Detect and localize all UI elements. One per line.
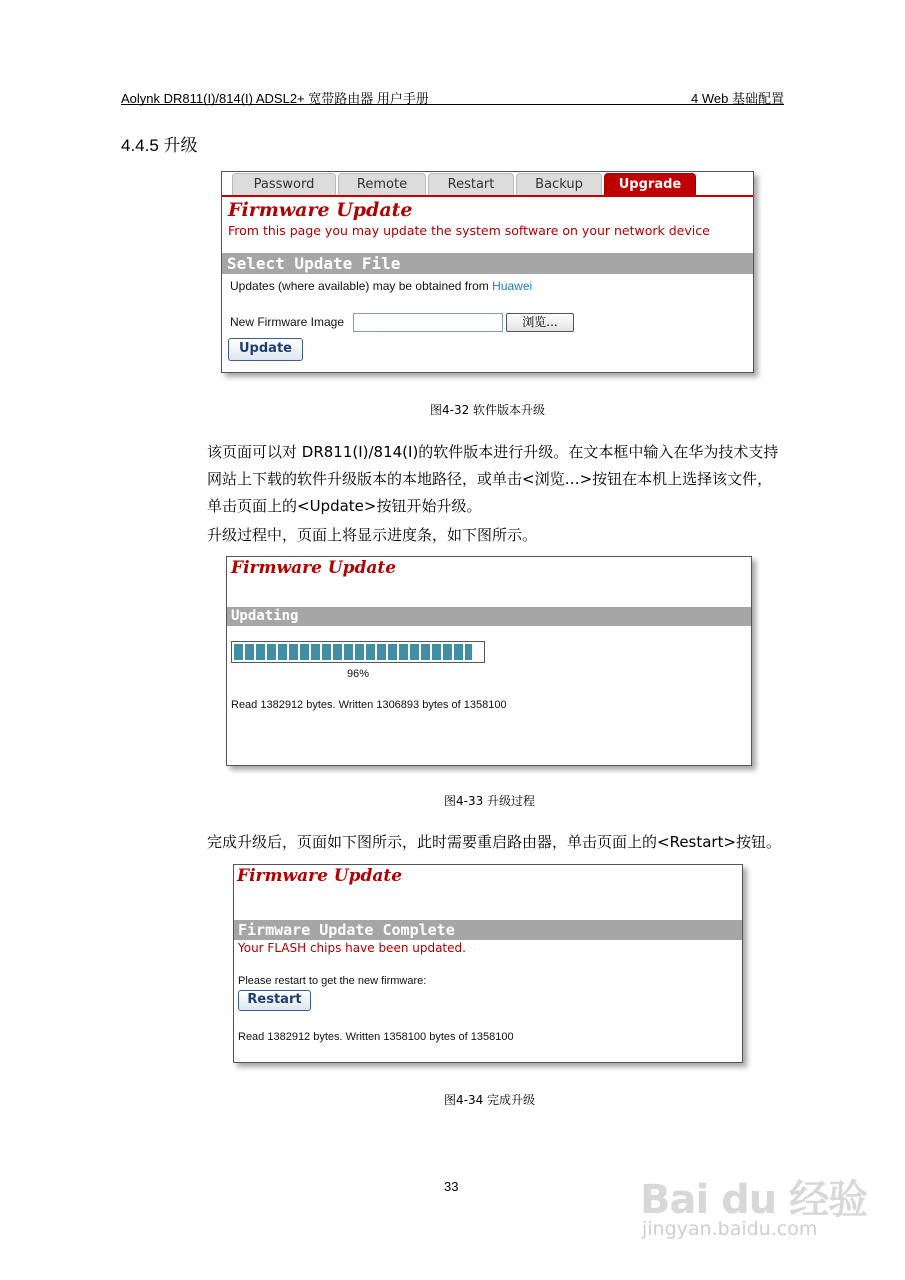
figure-caption: 图4-34 完成升级 — [444, 1093, 536, 1107]
updates-text: Updates (where available) may be obtained from — [230, 279, 489, 293]
figure-caption: 图4-32 软件版本升级 — [430, 403, 546, 417]
firmware-image-label: New Firmware Image — [230, 315, 345, 329]
watermark-url: jingyan.baidu.com — [642, 1218, 818, 1240]
watermark-logo: Bai du 经验 — [640, 1177, 868, 1223]
progress-bar — [231, 641, 485, 663]
tab-upgrade[interactable]: Upgrade — [604, 173, 696, 196]
tab-password[interactable]: Password — [232, 173, 336, 196]
flash-updated-message: Your FLASH chips have been updated. — [238, 941, 466, 955]
paragraph: 升级过程中，页面上将显示进度条，如下图所示。 — [207, 526, 538, 544]
tab-underline — [222, 195, 753, 197]
header-chapter: 4 Web 基础配置 — [691, 91, 784, 106]
firmware-updating-screenshot — [226, 556, 752, 766]
paragraph: 该页面可以对 DR811(I)/814(I)的软件版本进行升级。在文本框中输入在华为技术支持网站上下载的软件升级版本的本地路径，或单击<浏览…>按钮在本机上选择该文件，单击页面上的<Update>按钮开始升级。 — [207, 443, 779, 515]
firmware-complete-screenshot — [233, 864, 743, 1063]
tab-restart[interactable]: Restart — [428, 173, 514, 196]
page-description: From this page you may update the system software on your network device — [228, 223, 710, 238]
updating-heading: Updating — [231, 608, 299, 624]
update-button[interactable]: Update — [228, 338, 303, 361]
header-divider — [121, 104, 784, 105]
section-title: 4.4.5 升级 — [121, 136, 198, 155]
complete-heading: Firmware Update Complete — [238, 921, 455, 939]
page-number: 33 — [444, 1179, 459, 1194]
firmware-update-title: Firmware Update — [228, 199, 413, 221]
tab-remote[interactable]: Remote — [338, 173, 426, 196]
header-title: Aolynk DR811(I)/814(I) ADSL2+ 宽带路由器 用户手册 — [121, 91, 429, 106]
browse-button[interactable]: 浏览... — [506, 313, 574, 332]
firmware-image-input[interactable] — [353, 313, 503, 332]
updating-bar — [227, 607, 751, 626]
transfer-status: Read 1382912 bytes. Written 1358100 bytes of 1358100 — [238, 1031, 514, 1043]
firmware-update-title: Firmware Update — [237, 866, 403, 886]
firmware-upgrade-screenshot — [221, 171, 754, 373]
paragraph: 完成升级后，页面如下图所示，此时需要重启路由器，单击页面上的<Restart>按钮。 — [207, 833, 782, 851]
transfer-status: Read 1382912 bytes. Written 1306893 bytes of 1358100 — [231, 699, 507, 711]
progress-fill — [234, 644, 472, 660]
progress-percent: 96% — [347, 668, 370, 680]
huawei-link[interactable]: Huawei — [492, 279, 533, 293]
select-file-bar — [222, 253, 753, 274]
restart-instruction: Please restart to get the new firmware: — [238, 975, 427, 987]
select-file-heading: Select Update File — [227, 254, 401, 273]
restart-button[interactable]: Restart — [238, 990, 311, 1011]
complete-bar — [234, 920, 742, 940]
tab-backup[interactable]: Backup — [516, 173, 602, 196]
updates-note — [230, 279, 532, 293]
figure-caption: 图4-33 升级过程 — [444, 794, 536, 808]
firmware-update-title: Firmware Update — [231, 558, 397, 578]
